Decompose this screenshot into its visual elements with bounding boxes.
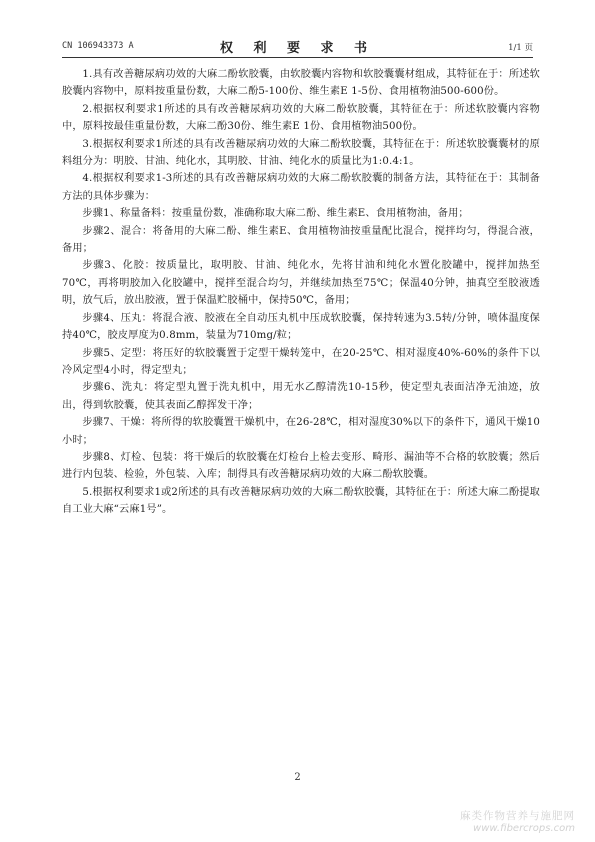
step-7: 步骤7、干燥：将所得的软胶囊置干燥机中，在26-28℃，相对湿度30%以下的条件下，通风干燥10小时； — [62, 417, 540, 446]
watermark-text: 麻类作物营养与施肥网 — [460, 810, 575, 822]
claim-5: 5.根据权利要求1或2所述的具有改善糖尿病功效的大麻二酚软胶囊，其特征在于：所述大麻二酚提取自工业大麻“云麻1号”。 — [62, 486, 540, 516]
step-2: 步骤2、混合：将备用的大麻二酚、维生素E、食用植物油按重量配比混合，搅拌均匀，得混合液，备用； — [62, 225, 540, 255]
step-5: 步骤5、定型：将压好的软胶囊置于定型干燥转笼中，在20-25℃、相对湿度40%-60%的条件下以冷风定型4小时，得定型丸； — [62, 347, 540, 376]
document-number: CN 106943373 A — [62, 41, 134, 51]
document-title: 权 利 要 求 书 — [219, 41, 376, 56]
page-header — [62, 37, 533, 58]
claim-1: 1.具有改善糖尿病功效的大麻二酚软胶囊，由软胶囊内容物和软胶囊囊材组成，其特征在于：所述软胶囊内容物中，原料按重量份数，大麻二酚5-100份、维生素E 1-5份、食用植物油500-600份。 — [62, 69, 540, 98]
claims-body — [62, 66, 540, 519]
step-1: 步骤1、称量备料：按重量份数，准确称取大麻二酚、维生素E、食用植物油，备用； — [82, 208, 469, 220]
page-number: 2 — [294, 772, 301, 783]
step-8: 步骤8、灯检、包装：将干燥后的软胶囊在灯检台上检去变形、畸形、漏油等不合格的软胶囊；然后进行内包装、检验，外包装、入库；制得具有改善糖尿病功效的大麻二酚软胶囊。 — [62, 451, 540, 481]
step-4: 步骤4、压丸：将混合液、胶液在全自动压丸机中压成软胶囊，保持转速为3.5转/分钟，喷体温度保持40℃，胶皮厚度为0.8mm，装量为710mg/粒； — [62, 312, 540, 342]
claim-4: 4.根据权利要求1-3所述的具有改善糖尿病功效的大麻二酚软胶囊的制备方法，其特征在于：其制备方法的具体步骤为： — [62, 173, 540, 202]
claim-2: 2.根据权利要求1所述的具有改善糖尿病功效的大麻二酚软胶囊，其特征在于：所述软胶囊内容物中，原料按最佳重量份数，大麻二酚30份、维生素E 1份、食用植物油500份。 — [62, 103, 540, 133]
step-3: 步骤3、化胶：按质量比，取明胶、甘油、纯化水，先将甘油和纯化水置化胶罐中，搅拌加热至70℃，再将明胶加入化胶罐中，搅拌至混合均匀，并继续加热至75℃；保温40分钟，抽真空至胶液透明，放气后，放出胶液，置于保温贮胶桶中，保持50℃，备用； — [62, 260, 540, 307]
claim-3: 3.根据权利要求1所述的具有改善糖尿病功效的大麻二酚软胶囊，其特征在于：所述软胶囊囊材的原料组分为：明胶、甘油、纯化水，其明胶、甘油、纯化水的质量比为1:0.4:1。 — [62, 138, 540, 168]
watermark-url: www.fibercrops.com — [473, 823, 575, 834]
step-6: 步骤6、洗丸：将定型丸置于洗丸机中，用无水乙醇清洗10-15秒，使定型丸表面洁净无油迹，放出，得到软胶囊，使其表面乙醇挥发干净； — [62, 382, 540, 411]
page-reference: 1/1 页 — [508, 43, 533, 53]
watermark — [460, 808, 575, 834]
